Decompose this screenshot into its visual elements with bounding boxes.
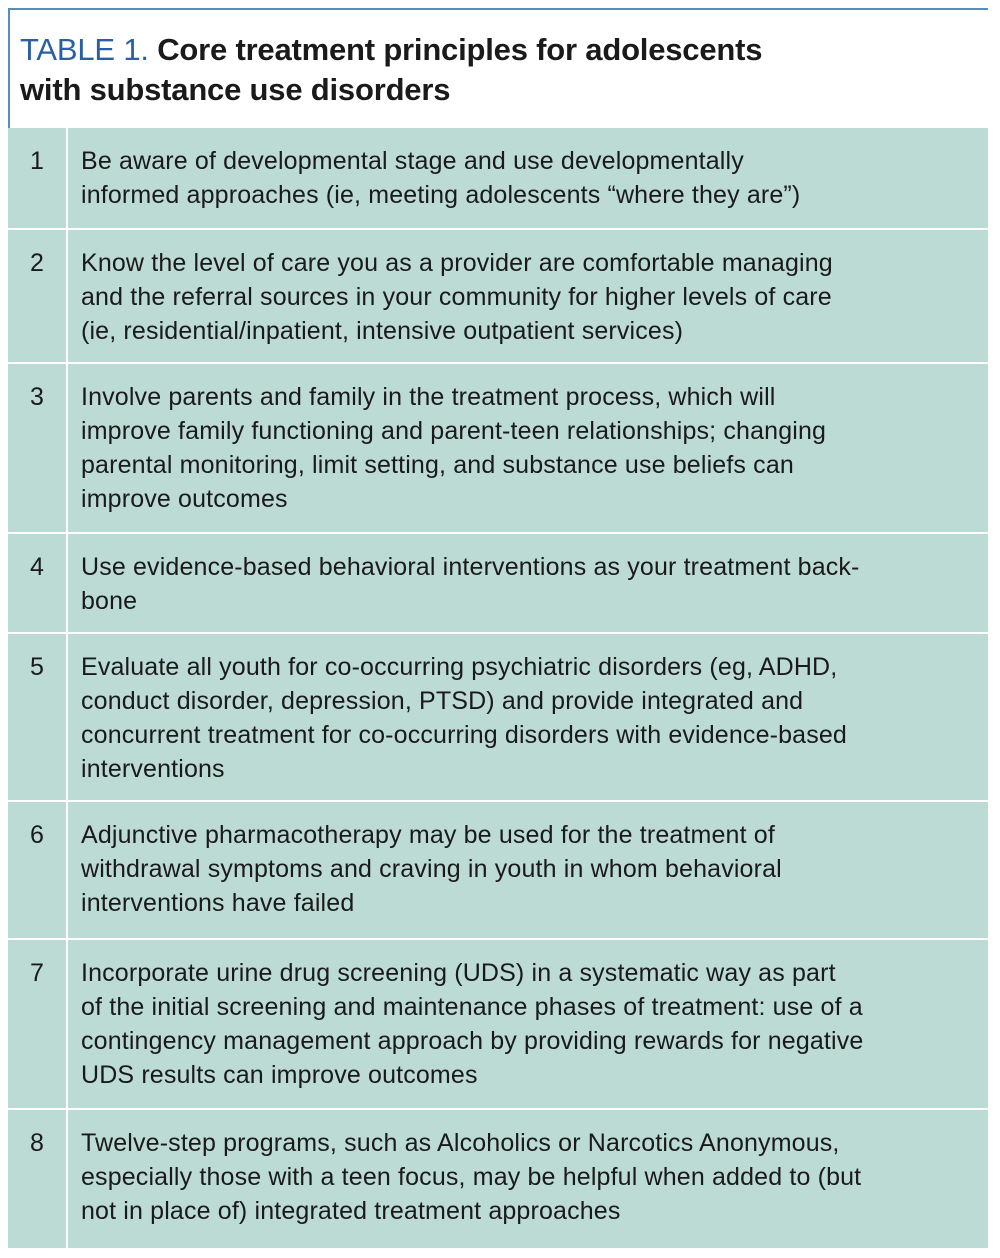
- row-text: [68, 364, 988, 532]
- header-line-1: [20, 30, 968, 70]
- table-row: [8, 364, 988, 534]
- row-number: 3: [8, 364, 68, 532]
- row-text-line: contingency management approach by providing rewards for negative: [81, 1027, 864, 1055]
- row-text-line: interventions: [81, 755, 225, 783]
- row-text-line: especially those with a teen focus, may be helpful when added to (but: [81, 1163, 862, 1191]
- row-text-line: Be aware of developmental stage and use developmentally: [81, 147, 744, 175]
- row-text-line: Know the level of care you as a provider are comfortable managing: [81, 249, 833, 277]
- row-text: [68, 634, 988, 800]
- row-number: 7: [8, 940, 68, 1108]
- row-text-line: concurrent treatment for co-occurring disorders with evidence-based: [81, 721, 847, 749]
- row-text: [68, 1110, 988, 1248]
- row-text: [68, 534, 988, 632]
- row-number: 4: [8, 534, 68, 632]
- row-number: 5: [8, 634, 68, 800]
- row-text-line: not in place of) integrated treatment approaches: [81, 1197, 621, 1225]
- row-text-line: (ie, residential/inpatient, intensive outpatient services): [81, 317, 684, 345]
- row-text: [68, 940, 988, 1108]
- row-text-line: Adjunctive pharmacotherapy may be used for the treatment of: [81, 821, 775, 849]
- row-text-line: conduct disorder, depression, PTSD) and provide integrated and: [81, 687, 804, 715]
- header-line-2: with substance use disorders: [20, 72, 451, 107]
- row-text-line: Use evidence-based behavioral interventions as your treatment back-: [81, 553, 860, 581]
- table-frame: [8, 8, 988, 1250]
- row-number: 8: [8, 1110, 68, 1248]
- row-text-line: Twelve-step programs, such as Alcoholics or Narcotics Anonymous,: [81, 1129, 840, 1157]
- table-row: [8, 634, 988, 802]
- row-text-line: bone: [81, 587, 138, 615]
- row-text: [68, 802, 988, 938]
- table-row: [8, 940, 988, 1110]
- row-text-line: parental monitoring, limit setting, and substance use beliefs can: [81, 451, 794, 479]
- left-border: [8, 8, 10, 128]
- row-text-line: UDS results can improve outcomes: [81, 1061, 478, 1089]
- row-text-line: withdrawal symptoms and craving in youth in whom behavioral: [81, 855, 782, 883]
- row-number: 6: [8, 802, 68, 938]
- table-row: [8, 534, 988, 634]
- row-number: 1: [8, 128, 68, 228]
- table-header: [20, 30, 968, 110]
- row-text-line: improve outcomes: [81, 485, 288, 513]
- row-text-line: Incorporate urine drug screening (UDS) in a systematic way as part: [81, 959, 836, 987]
- table-row: [8, 230, 988, 364]
- row-text-line: Involve parents and family in the treatment process, which will: [81, 383, 776, 411]
- table-row: [8, 802, 988, 940]
- row-number: 2: [8, 230, 68, 362]
- table-row: [8, 128, 988, 230]
- table-label: TABLE 1.: [20, 32, 149, 67]
- principles-table: [8, 128, 988, 1248]
- row-text-line: and the referral sources in your community for higher levels of care: [81, 283, 832, 311]
- row-text: [68, 128, 988, 228]
- row-text-line: of the initial screening and maintenance phases of treatment: use of a: [81, 993, 863, 1021]
- row-text: [68, 230, 988, 362]
- row-text-line: Evaluate all youth for co-occurring psychiatric disorders (eg, ADHD,: [81, 653, 838, 681]
- title-part-1: Core treatment principles for adolescents: [157, 32, 763, 67]
- row-text-line: informed approaches (ie, meeting adolescents “where they are”): [81, 181, 801, 209]
- row-text-line: interventions have failed: [81, 889, 355, 917]
- table-row: [8, 1110, 988, 1248]
- row-text-line: improve family functioning and parent-teen relationships; changing: [81, 417, 827, 445]
- top-border: [8, 8, 988, 10]
